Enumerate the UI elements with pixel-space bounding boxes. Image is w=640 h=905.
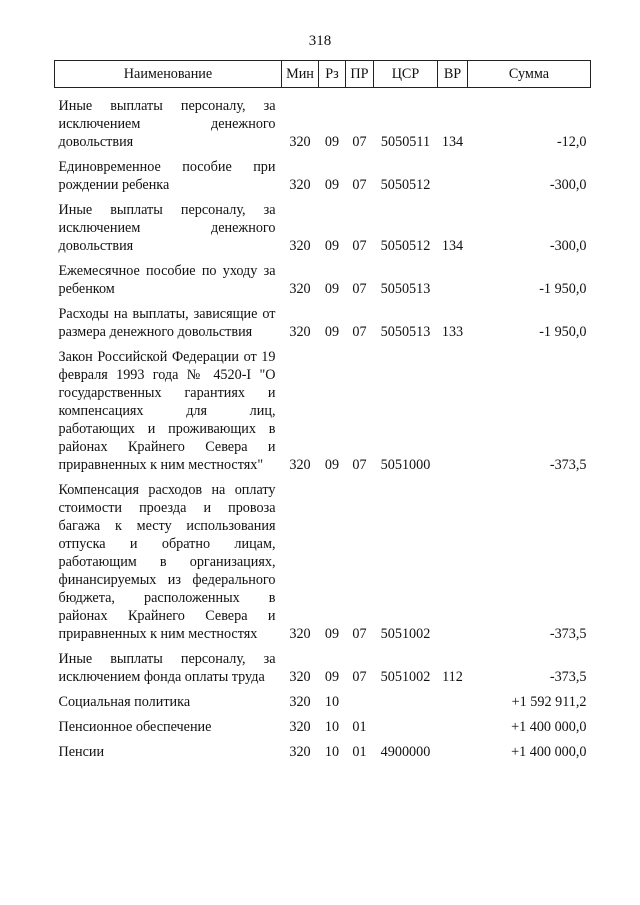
cell-min: 320: [289, 457, 311, 473]
cell-rz: 10: [324, 694, 340, 710]
cell-pr: 07: [352, 238, 367, 254]
cell-name: Расходы на выплаты, зависящие от размера денежного довольствия: [58, 306, 276, 340]
cell-csr: 5050513: [380, 324, 431, 340]
cell-csr: 5050512: [380, 177, 431, 193]
cell-name: Единовременное пособие при рождении ребенка: [58, 159, 276, 193]
cell-name: Компенсация расходов на оплату стоимости проезда и провоза багажа к месту использования отпуска и обратно лицам, работающим в организациях, финансируемых из федерального бюджета, расположенных в районах Крайнего Севера и приравненных к ним местностях: [58, 482, 276, 642]
table-row: [55, 737, 591, 762]
cell-csr: 4900000: [380, 744, 431, 760]
cell-min: 320: [289, 669, 311, 685]
cell-pr: 07: [352, 457, 367, 473]
header-pr: ПР: [346, 61, 374, 88]
cell-min: 320: [289, 177, 311, 193]
header-rz: Рз: [319, 61, 346, 88]
cell-sum: -1 950,0: [539, 281, 587, 297]
table-row: [55, 88, 591, 153]
cell-vr: [438, 737, 468, 762]
cell-name: Закон Российской Федерации от 19 февраля 1993 года № 4520-I "О государственных гарантиях и компенсациях для лиц, работающих и проживающих в районах Крайнего Севера и приравненных к ним местностях": [58, 349, 276, 473]
cell-rz: 09: [324, 324, 340, 340]
table-row: [55, 644, 591, 687]
cell-rz: 10: [324, 719, 340, 735]
cell-rz: 09: [324, 281, 340, 297]
table-row: [55, 342, 591, 475]
table-row: [55, 475, 591, 644]
cell-pr: [346, 687, 374, 712]
cell-min: 320: [289, 281, 311, 297]
cell-name: Ежемесячное пособие по уходу за ребенком: [58, 263, 276, 297]
cell-pr: 01: [352, 744, 367, 760]
cell-csr: [374, 687, 438, 712]
table-row: [55, 152, 591, 195]
budget-table: [54, 60, 591, 762]
cell-csr: 5050512: [380, 238, 431, 254]
cell-rz: 09: [324, 177, 340, 193]
cell-csr: 5051002: [380, 626, 431, 642]
page-number: 318: [308, 33, 332, 49]
cell-csr: 5051000: [380, 457, 431, 473]
cell-vr: [438, 342, 468, 475]
cell-rz: 09: [324, 457, 340, 473]
cell-vr: [438, 687, 468, 712]
cell-vr: [438, 475, 468, 644]
cell-vr: [438, 712, 468, 737]
header-sum: Сумма: [468, 61, 591, 88]
cell-vr: [438, 152, 468, 195]
cell-name: Социальная политика: [58, 694, 191, 710]
table-row: [55, 687, 591, 712]
cell-pr: 07: [352, 669, 367, 685]
cell-min: 320: [289, 134, 311, 150]
header-min: Мин: [282, 61, 319, 88]
cell-pr: 07: [352, 281, 367, 297]
cell-csr: [374, 712, 438, 737]
cell-min: 320: [289, 324, 311, 340]
cell-sum: -373,5: [549, 669, 587, 685]
cell-sum: -1 950,0: [539, 324, 587, 340]
cell-min: 320: [289, 719, 311, 735]
cell-name: Пенсии: [58, 744, 105, 760]
table-row: [55, 299, 591, 342]
cell-pr: 07: [352, 134, 367, 150]
cell-name: Пенсионное обеспечение: [58, 719, 212, 735]
header-csr: ЦСР: [374, 61, 438, 88]
table-row: [55, 256, 591, 299]
cell-name: Иные выплаты персоналу, за исключением денежного довольствия: [58, 202, 276, 254]
header-row: [55, 61, 591, 88]
cell-sum: +1 400 000,0: [511, 744, 587, 760]
cell-min: 320: [289, 694, 311, 710]
cell-rz: 09: [324, 626, 340, 642]
cell-vr: [438, 256, 468, 299]
cell-pr: 07: [352, 324, 367, 340]
cell-rz: 09: [324, 134, 340, 150]
cell-min: 320: [289, 744, 311, 760]
cell-name: Иные выплаты персоналу, за исключением денежного довольствия: [58, 98, 276, 150]
cell-rz: 09: [324, 238, 340, 254]
cell-sum: -373,5: [549, 626, 587, 642]
table-header: [55, 61, 591, 88]
cell-rz: 09: [324, 669, 340, 685]
cell-sum: +1 400 000,0: [511, 719, 587, 735]
cell-csr: 5051002: [380, 669, 431, 685]
cell-name: Иные выплаты персоналу, за исключением фонда оплаты труда: [58, 651, 276, 685]
header-name: Наименование: [55, 61, 282, 88]
cell-vr: 133: [441, 324, 464, 340]
cell-min: 320: [289, 238, 311, 254]
cell-csr: 5050513: [380, 281, 431, 297]
cell-min: 320: [289, 626, 311, 642]
cell-vr: 134: [441, 134, 464, 150]
table-row: [55, 195, 591, 256]
table-row: [55, 712, 591, 737]
header-vr: ВР: [438, 61, 468, 88]
cell-sum: -12,0: [556, 134, 587, 150]
cell-rz: 10: [324, 744, 340, 760]
cell-vr: 112: [442, 669, 463, 685]
cell-sum: -373,5: [549, 457, 587, 473]
table-body: [55, 88, 591, 763]
cell-pr: 07: [352, 177, 367, 193]
cell-sum: +1 592 911,2: [511, 694, 587, 710]
cell-sum: -300,0: [549, 238, 587, 254]
cell-pr: 01: [352, 719, 367, 735]
cell-pr: 07: [352, 626, 367, 642]
cell-vr: 134: [441, 238, 464, 254]
cell-csr: 5050511: [380, 134, 431, 150]
cell-sum: -300,0: [549, 177, 587, 193]
